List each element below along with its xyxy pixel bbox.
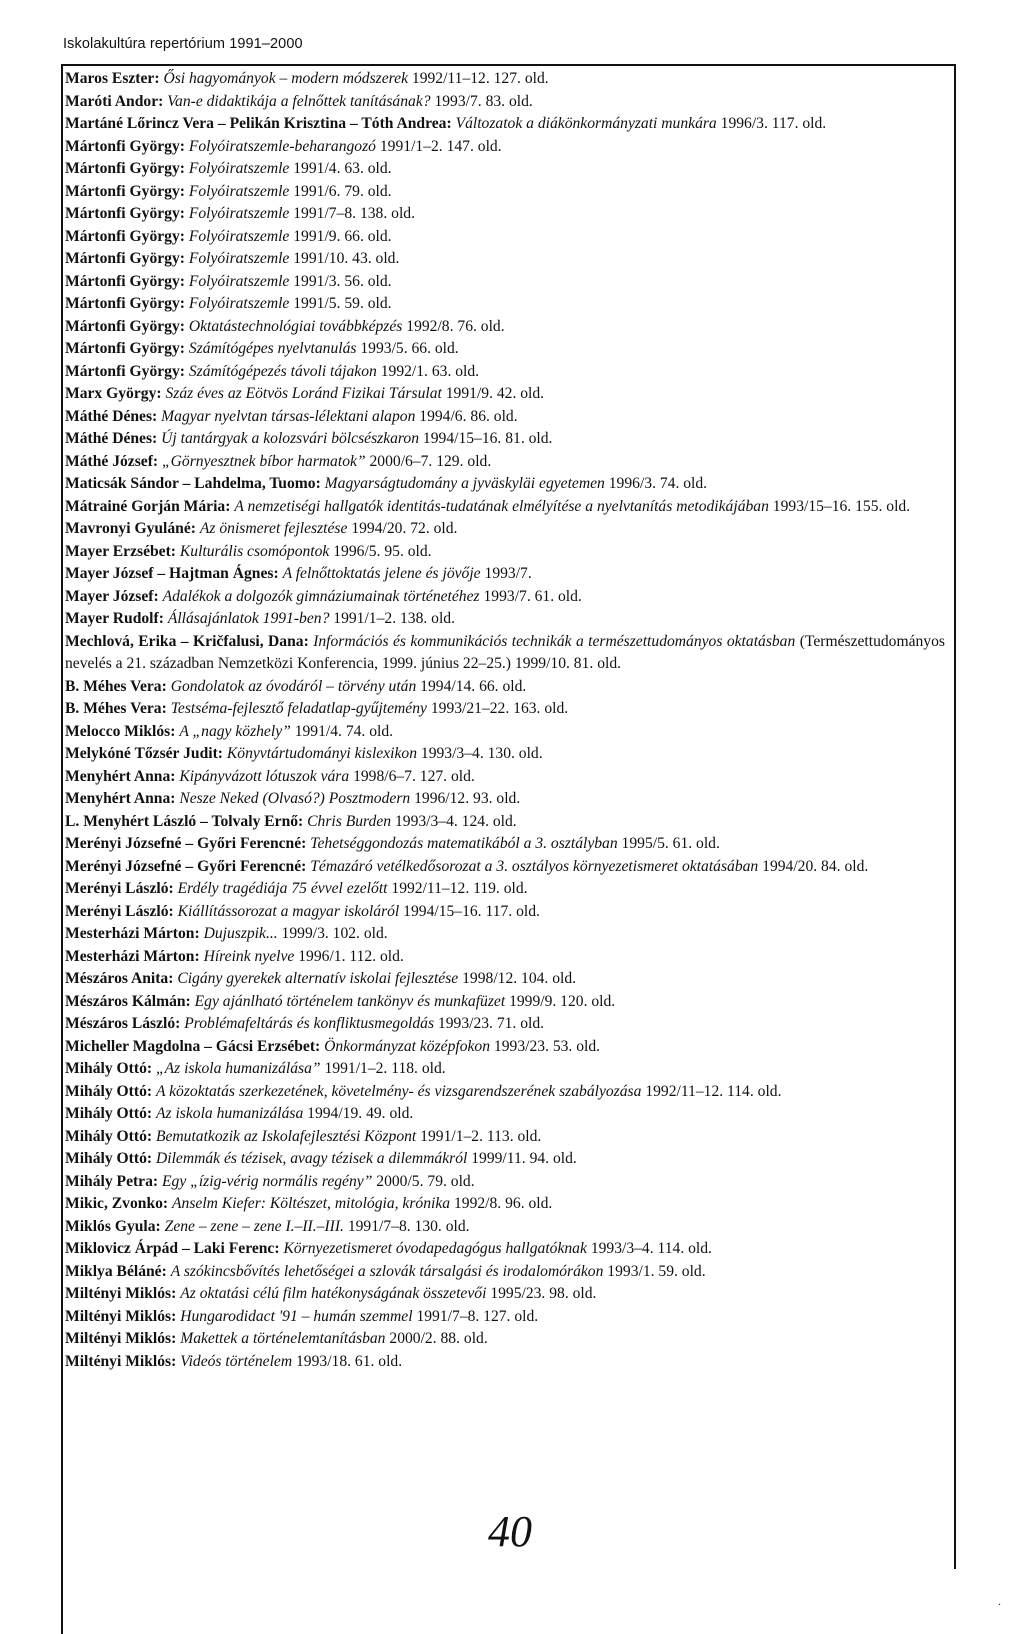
bibliography-entry	[65, 743, 945, 766]
header-rule	[61, 64, 956, 66]
entry-author: Melocco Miklós:	[65, 722, 176, 740]
bibliography-entry	[65, 338, 945, 361]
bibliography-entry	[65, 316, 945, 339]
entry-title: Testséma-fejlesztő feladatlap-gyűjtemény	[170, 700, 427, 717]
bibliography-entry	[65, 721, 945, 744]
entry-title: Egy „ízig-vérig normális regény”	[162, 1172, 373, 1190]
entry-title: Új tantárgyak a kolozsvári bölcsészkaron	[161, 430, 420, 447]
bibliography-entry	[65, 293, 945, 316]
entry-source: 1994/15–16. 81. old.	[422, 430, 553, 447]
bibliography-entry	[65, 1148, 945, 1171]
entry-author: L. Menyhért László – Tolvaly Ernő:	[65, 812, 304, 830]
bibliography-entry	[65, 113, 945, 136]
entry-author: Miklós Gyula:	[65, 1217, 161, 1235]
bibliography-entry	[65, 1036, 945, 1059]
entry-title: Ősi hagyományok – modern módszerek	[163, 70, 408, 87]
entry-source: 1991/3. 56. old.	[293, 272, 392, 290]
entry-source: 1992/11–12. 114. old.	[645, 1082, 782, 1100]
bibliography-entry	[65, 361, 945, 384]
entry-source: 1992/1. 63. old.	[380, 362, 480, 380]
bibliography-entry	[65, 631, 945, 676]
entry-source: 1993/23. 71. old.	[437, 1015, 545, 1032]
entry-title: A felnőttoktatás jelene és jövője	[282, 565, 481, 582]
entry-title: Témazáró vetélkedősorozat a 3. osztályos környezetismeret oktatásában	[310, 857, 759, 875]
corner-mark: .	[998, 1594, 1001, 1608]
entry-source: 1993/7.	[484, 565, 532, 582]
entry-author: Martáné Lőrincz Vera – Pelikán Krisztina – Tóth Andrea:	[65, 115, 452, 132]
entry-author: Mihály Petra:	[65, 1172, 159, 1190]
bibliography-entry	[65, 1306, 945, 1329]
entry-author: Máthé Dénes:	[65, 407, 158, 425]
bibliography-list	[65, 68, 945, 1373]
entry-author: Mártonfi György:	[65, 317, 185, 335]
entry-title: Kiállítássorozat a magyar iskoláról	[177, 902, 400, 920]
entry-author: Mártonfi György:	[65, 160, 185, 177]
entry-source: 1994/19. 49. old.	[307, 1105, 414, 1122]
entry-author: Mártonfi György:	[65, 295, 185, 312]
bibliography-entry	[65, 91, 945, 114]
entry-title: A „nagy közhely”	[179, 722, 291, 740]
bibliography-entry	[65, 766, 945, 789]
bibliography-entry	[65, 1351, 945, 1374]
bibliography-entry	[65, 901, 945, 924]
entry-title: Problémafeltárás és konfliktusmegoldás	[184, 1015, 435, 1032]
entry-source: 1993/15–16. 155. old.	[772, 497, 911, 515]
entry-author: Mártonfi György:	[65, 137, 185, 155]
bibliography-entry	[65, 991, 945, 1014]
bibliography-entry	[65, 878, 945, 901]
bibliography-entry	[65, 1103, 945, 1126]
bibliography-entry	[65, 473, 945, 496]
bibliography-entry	[65, 608, 945, 631]
bibliography-entry	[65, 1126, 945, 1149]
entry-source: 1992/8. 76. old.	[406, 317, 505, 335]
entry-title: Magyarságtudomány a jyväskyläi egyetemen	[324, 475, 605, 492]
entry-source: 1993/3–4. 114. old.	[590, 1240, 712, 1257]
entry-author: Mártonfi György:	[65, 182, 185, 200]
entry-title: Oktatástechnológiai továbbképzés	[188, 317, 403, 335]
entry-author: Mártonfi György:	[65, 227, 185, 245]
entry-source: 1999/3. 102. old.	[281, 925, 388, 942]
entry-title: Bemutatkozik az Iskolafejlesztési Központ	[155, 1127, 417, 1145]
entry-title: Van-e didaktikája a felnőttek tanításának?	[167, 92, 431, 110]
entry-author: Mihály Ottó:	[65, 1105, 153, 1122]
entry-author: Merényi László:	[65, 902, 174, 920]
entry-author: Miltényi Miklós:	[65, 1352, 177, 1370]
entry-source: 1991/1–2. 138. old.	[333, 610, 456, 627]
entry-source: 1994/6. 86. old.	[419, 407, 518, 425]
entry-source: 1993/18. 61. old.	[296, 1352, 403, 1370]
entry-title: Az iskola humanizálása	[155, 1105, 304, 1122]
entry-author: B. Méhes Vera:	[65, 677, 167, 695]
entry-source: 1993/1. 59. old.	[607, 1262, 706, 1280]
entry-title: Az oktatási célú film hatékonyságának összetevői	[180, 1285, 487, 1302]
entry-source: 1994/15–16. 117. old.	[403, 902, 540, 920]
bibliography-entry	[65, 1171, 945, 1194]
bibliography-entry	[65, 923, 945, 946]
bibliography-entry	[65, 811, 945, 834]
entry-source: 1995/5. 61. old.	[621, 835, 720, 852]
entry-author: Mártonfi György:	[65, 340, 185, 357]
entry-title: Makettek a történelemtanításban	[180, 1330, 386, 1347]
entry-author: Miklya Béláné:	[65, 1262, 167, 1280]
page-number: 40	[488, 1507, 532, 1556]
entry-source: 1995/23. 98. old.	[490, 1285, 597, 1302]
bibliography-entry	[65, 1238, 945, 1261]
entry-source: 1991/7–8. 127. old.	[416, 1307, 539, 1325]
bibliography-entry	[65, 181, 945, 204]
entry-title: Cigány gyerekek alternatív iskolai fejlesztése	[177, 970, 459, 987]
entry-source: 2000/6–7. 129. old.	[369, 452, 492, 470]
entry-source: 1996/3. 74. old.	[608, 475, 708, 492]
entry-source: 1992/11–12. 119. old.	[391, 880, 528, 897]
entry-title: Folyóiratszemle	[188, 250, 290, 267]
entry-title: „Az iskola humanizálása”	[155, 1060, 321, 1077]
bibliography-entry	[65, 586, 945, 609]
running-header: Iskolakultúra repertórium 1991–2000	[63, 36, 303, 52]
entry-source: 1992/8. 96. old.	[453, 1195, 553, 1212]
entry-title: Adalékok a dolgozók gimnáziumainak történetéhez	[162, 587, 480, 605]
bibliography-entry	[65, 68, 945, 91]
entry-source: 1996/5. 95. old.	[333, 542, 432, 560]
entry-author: Mayer Rudolf:	[65, 610, 164, 627]
entry-author: Mayer József:	[65, 587, 159, 605]
entry-title: Folyóiratszemle	[188, 295, 290, 312]
entry-source: 1996/1. 112. old.	[298, 947, 404, 965]
entry-source: 1993/7. 61. old.	[483, 587, 582, 605]
entry-title: Az önismeret fejlesztése	[199, 520, 348, 537]
entry-title: Folyóiratszemle	[188, 272, 290, 290]
entry-author: Miltényi Miklós:	[65, 1285, 177, 1302]
entry-author: Mesterházi Márton:	[65, 925, 200, 942]
entry-title: Tehetséggondozás matematikából a 3. osztályban	[310, 835, 618, 852]
entry-title: Chris Burden	[307, 812, 392, 830]
entry-title: Száz éves az Eötvös Loránd Fizikai Társulat	[165, 385, 442, 402]
bibliography-entry	[65, 226, 945, 249]
entry-author: Máthé Dénes:	[65, 430, 158, 447]
entry-author: Menyhért Anna:	[65, 767, 176, 785]
bibliography-entry	[65, 1081, 945, 1104]
entry-author: Mártonfi György:	[65, 362, 185, 380]
entry-source: 1991/7–8. 138. old.	[293, 205, 415, 222]
entry-author: Máthé József:	[65, 452, 159, 470]
entry-author: Mavronyi Gyuláné:	[65, 520, 196, 537]
entry-title: Folyóiratszemle	[188, 227, 290, 245]
entry-author: Mártonfi György:	[65, 250, 185, 267]
bibliography-entry	[65, 788, 945, 811]
entry-title: Állásajánlatok 1991-ben?	[167, 610, 330, 627]
entry-author: Mészáros Kálmán:	[65, 992, 191, 1010]
entry-title: Dujuszpik...	[203, 925, 278, 942]
entry-source: 1998/6–7. 127. old.	[353, 767, 475, 785]
entry-title: Dilemmák és tézisek, avagy tézisek a dilemmákról	[155, 1150, 468, 1167]
entry-title: Környezetismeret óvodapedagógus hallgatóknak	[283, 1240, 587, 1257]
entry-source: 1994/20. 72. old.	[351, 520, 458, 537]
entry-author: Miltényi Miklós:	[65, 1330, 177, 1347]
entry-source: 1991/1–2. 147. old.	[379, 137, 502, 155]
bibliography-entry	[65, 248, 945, 271]
entry-source: 1991/4. 63. old.	[293, 160, 392, 177]
entry-title: Anselm Kiefer: Költészet, mitológia, krónika	[172, 1195, 451, 1212]
entry-title: Videós történelem	[180, 1352, 293, 1370]
entry-title: Könyvtártudományi kislexikon	[226, 745, 417, 762]
entry-author: Merényi Józsefné – Győri Ferencné:	[65, 835, 307, 852]
bibliography-entry	[65, 271, 945, 294]
entry-author: Menyhért Anna:	[65, 790, 176, 807]
entry-author: Mihály Ottó:	[65, 1060, 153, 1077]
entry-title: Folyóiratszemle-beharangozó	[188, 137, 376, 155]
bibliography-entry	[65, 946, 945, 969]
entry-title: Önkormányzat középfokon	[324, 1037, 491, 1055]
entry-source: 1993/7. 83. old.	[434, 92, 533, 110]
entry-title: Változatok a diákönkormányzati munkára	[455, 115, 717, 132]
bibliography-entry	[65, 158, 945, 181]
entry-source: 1996/3. 117. old.	[720, 115, 827, 132]
entry-source: 1991/1–2. 118. old.	[324, 1060, 446, 1077]
entry-title: A nemzetiségi hallgatók identitás-tudatának elmélyítése a nyelvtanítás metodikájában	[234, 497, 769, 515]
bibliography-entry	[65, 1328, 945, 1351]
entry-author: Mihály Ottó:	[65, 1150, 153, 1167]
entry-title: Híreink nyelve	[203, 947, 295, 965]
entry-title: Számítógépes nyelvtanulás	[188, 340, 357, 357]
entry-source: 1992/11–12. 127. old.	[411, 70, 549, 87]
entry-author: Maróti Andor:	[65, 92, 164, 110]
entry-author: Mészáros Anita:	[65, 970, 174, 987]
entry-author: Mihály Ottó:	[65, 1082, 153, 1100]
entry-source: 1993/3–4. 130. old.	[420, 745, 543, 762]
entry-source: 1999/9. 120. old.	[509, 992, 616, 1010]
entry-title: Hungarodidact '91 – humán szemmel	[180, 1307, 413, 1325]
entry-source: 2000/2. 88. old.	[389, 1330, 488, 1347]
bibliography-entry	[65, 1193, 945, 1216]
entry-source: (Természettudományos nevelés a 21. században Nemzetközi Konferencia, 1999. június 22–25.) 1999/10. 81. old.	[65, 632, 945, 672]
bibliography-entry	[65, 541, 945, 564]
bibliography-entry	[65, 406, 945, 429]
bibliography-entry	[65, 136, 945, 159]
entry-author: Mátrainé Gorján Mária:	[65, 497, 231, 515]
bibliography-entry	[65, 1013, 945, 1036]
bibliography-entry	[65, 698, 945, 721]
bibliography-entry	[65, 1216, 945, 1239]
entry-author: Mikic, Zvonko:	[65, 1195, 169, 1212]
entry-source: 1996/12. 93. old.	[414, 790, 521, 807]
entry-source: 1998/12. 104. old.	[462, 970, 577, 987]
entry-source: 1993/23. 53. old.	[493, 1037, 601, 1055]
entry-source: 1993/5. 66. old.	[360, 340, 459, 357]
entry-title: Kulturális csomópontok	[179, 542, 330, 560]
entry-source: 2000/5. 79. old.	[376, 1172, 475, 1190]
entry-author: Mártonfi György:	[65, 205, 185, 222]
entry-title: Zene – zene – zene I.–II.–III.	[164, 1217, 344, 1235]
bibliography-entry	[65, 518, 945, 541]
bibliography-entry	[65, 676, 945, 699]
entry-title: Erdély tragédiája 75 évvel ezelőtt	[177, 880, 388, 897]
entry-source: 1991/6. 79. old.	[293, 182, 392, 200]
entry-source: 1993/21–22. 163. old.	[430, 700, 569, 717]
bibliography-entry	[65, 203, 945, 226]
entry-author: Merényi László:	[65, 880, 174, 897]
left-frame-line	[61, 64, 63, 1634]
entry-source: 1991/9. 42. old.	[445, 385, 545, 402]
entry-title: Kipányvázott lótuszok vára	[179, 767, 350, 785]
entry-source: 1994/14. 66. old.	[420, 677, 527, 695]
entry-source: 1991/7–8. 130. old.	[347, 1217, 470, 1235]
entry-author: Mihály Ottó:	[65, 1127, 153, 1145]
entry-author: Miklovicz Árpád – Laki Ferenc:	[65, 1240, 280, 1257]
entry-author: B. Méhes Vera:	[65, 700, 167, 717]
entry-title: Magyar nyelvtan társas-lélektani alapon	[161, 407, 416, 425]
entry-source: 1994/20. 84. old.	[762, 857, 869, 875]
entry-author: Merényi Józsefné – Győri Ferencné:	[65, 857, 307, 875]
entry-title: Folyóiratszemle	[188, 182, 290, 200]
entry-author: Mechlová, Erika – Kričfalusi, Dana:	[65, 632, 309, 650]
entry-title: A szókincsbővítés lehetőségei a szlovák társalgási és irodalomórákon	[170, 1262, 604, 1280]
entry-author: Maros Eszter:	[65, 70, 160, 87]
entry-author: Mesterházi Márton:	[65, 947, 200, 965]
bibliography-entry	[65, 1058, 945, 1081]
entry-source: 1991/10. 43. old.	[293, 250, 400, 267]
bibliography-entry	[65, 428, 945, 451]
entry-source: 1991/4. 74. old.	[294, 722, 394, 740]
entry-source: 1999/11. 94. old.	[471, 1150, 577, 1167]
entry-author: Maticsák Sándor – Lahdelma, Tuomo:	[65, 475, 321, 492]
entry-title: Egy ajánlható történelem tankönyv és munkafüzet	[194, 992, 506, 1010]
bibliography-entry	[65, 1261, 945, 1284]
bibliography-entry	[65, 856, 945, 879]
entry-author: Micheller Magdolna – Gácsi Erzsébet:	[65, 1037, 321, 1055]
entry-author: Mártonfi György:	[65, 272, 185, 290]
entry-source: 1991/5. 59. old.	[293, 295, 392, 312]
entry-source: 1991/1–2. 113. old.	[420, 1127, 542, 1145]
entry-title: Nesze Neked (Olvasó?) Posztmodern	[179, 790, 411, 807]
entry-title: Számítógépezés távoli tájakon	[188, 362, 377, 380]
bibliography-entry	[65, 968, 945, 991]
right-frame-line	[954, 64, 956, 1569]
entry-author: Miltényi Miklós:	[65, 1307, 177, 1325]
bibliography-entry	[65, 451, 945, 474]
entry-title: A közoktatás szerkezetének, követelmény- és vizsgarendszerének szabályozása	[155, 1082, 642, 1100]
entry-author: Marx György:	[65, 385, 162, 402]
entry-title: „Görnyesztnek bíbor harmatok”	[162, 452, 366, 470]
entry-author: Melykóné Tőzsér Judit:	[65, 745, 223, 762]
entry-author: Mayer Erzsébet:	[65, 542, 176, 560]
entry-title: Információs és kommunikációs technikák a természettudományos oktatásban	[313, 632, 796, 650]
entry-author: Mayer József – Hajtman Ágnes:	[65, 565, 279, 582]
bibliography-entry	[65, 496, 945, 519]
entry-author: Mészáros László:	[65, 1015, 181, 1032]
bibliography-entry	[65, 383, 945, 406]
entry-title: Folyóiratszemle	[188, 160, 290, 177]
bibliography-entry	[65, 1283, 945, 1306]
entry-source: 1991/9. 66. old.	[293, 227, 392, 245]
bibliography-entry	[65, 833, 945, 856]
entry-title: Gondolatok az óvodáról – törvény után	[170, 677, 417, 695]
bibliography-entry	[65, 563, 945, 586]
entry-source: 1993/3–4. 124. old.	[394, 812, 517, 830]
entry-title: Folyóiratszemle	[188, 205, 290, 222]
